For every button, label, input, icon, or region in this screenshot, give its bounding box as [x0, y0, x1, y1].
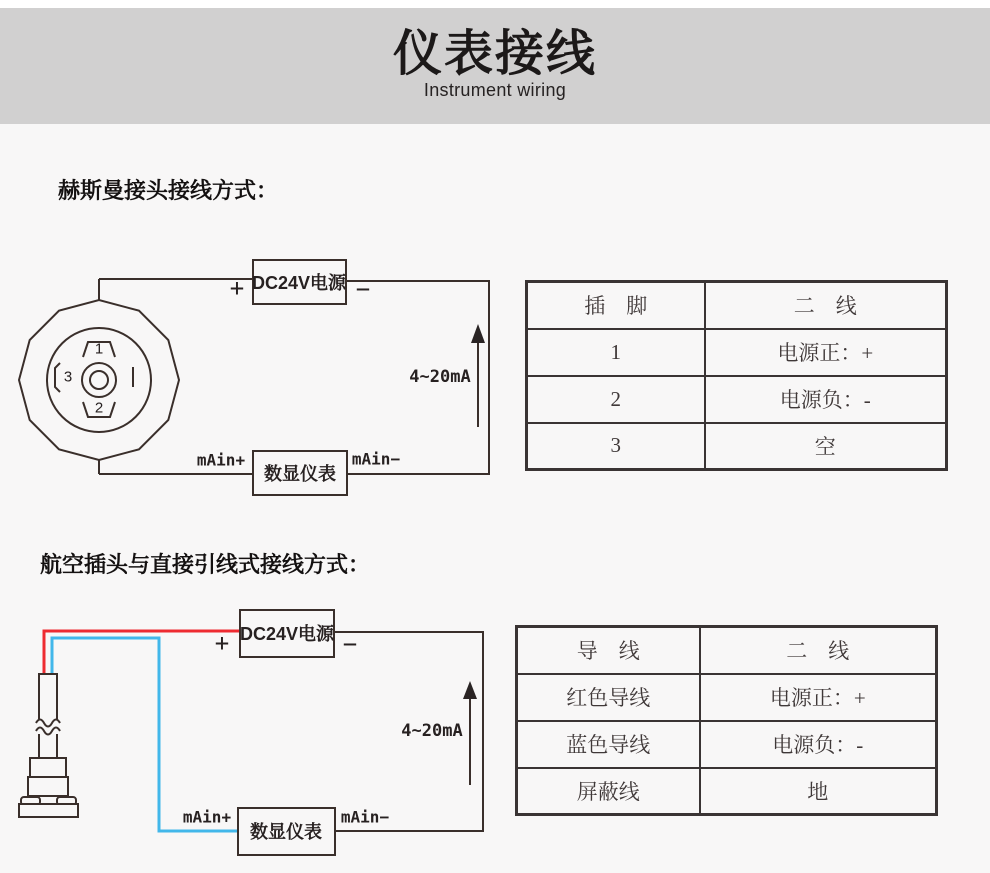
pin2-number: 2 [94, 399, 104, 417]
main-minus-label: mAin− [340, 807, 390, 827]
table-header-row [517, 627, 937, 674]
pin3-number: 3 [63, 368, 73, 386]
cell-pin-1-function: 电源正：+ [705, 329, 947, 376]
aviation-lead-wiring-diagram [0, 600, 510, 873]
lead-wire-table [515, 625, 938, 816]
meter-label: 数显仪表 [264, 464, 336, 484]
connector-center-inner [90, 371, 108, 389]
hirschmann-connector-icon [19, 300, 179, 460]
table-row [527, 423, 947, 470]
cell-red-wire: 红色导线 [517, 674, 700, 721]
minus-sign: − [342, 630, 358, 658]
cell-shield-wire-function: 地 [700, 768, 937, 815]
probe-neck [30, 758, 66, 777]
hirschmann-wiring-diagram [0, 240, 510, 520]
probe-hex-body [28, 777, 68, 796]
table-header-row [527, 282, 947, 329]
pin1-number: 1 [94, 340, 104, 358]
page-subtitle: Instrument wiring [423, 80, 567, 100]
header-band [0, 8, 990, 124]
header-cell-twowire: 二 线 [705, 282, 947, 329]
header-cell-pin: 插 脚 [527, 282, 705, 329]
power-supply-label: DC24V电源 [251, 273, 347, 293]
pin-wiring-table [525, 280, 948, 471]
cell-pin-3-function: 空 [705, 423, 947, 470]
probe-flange-base [19, 804, 78, 817]
section-heading-hirschmann: 赫斯曼接头接线方式： [58, 178, 279, 203]
main-plus-label: mAin+ [182, 807, 232, 827]
cell-blue-wire-function: 电源负：- [700, 721, 937, 768]
table-row [517, 768, 937, 815]
section-heading-aviation: 航空插头与直接引线式接线方式： [40, 552, 371, 577]
plus-sign: + [229, 274, 245, 302]
top-white-strip [0, 0, 990, 8]
header-cell-wire: 导 线 [517, 627, 700, 674]
cell-pin-1: 1 [527, 329, 705, 376]
table-row [517, 674, 937, 721]
probe-cable-tube [39, 674, 57, 758]
main-plus-label: mAin+ [196, 450, 246, 470]
blue-lead-wire [52, 638, 238, 831]
cell-pin-3: 3 [527, 423, 705, 470]
cell-shield-wire: 屏蔽线 [517, 768, 700, 815]
cell-pin-2: 2 [527, 376, 705, 423]
up-arrowhead-icon [471, 324, 485, 343]
cell-red-wire-function: 电源正：+ [700, 674, 937, 721]
sensor-probe-icon [19, 674, 78, 817]
current-direction-arrow-icon [471, 324, 485, 427]
table-row [527, 376, 947, 423]
cell-blue-wire: 蓝色导线 [517, 721, 700, 768]
up-arrowhead-icon [463, 681, 477, 699]
page-title: 仪表接线 [392, 27, 597, 81]
main-minus-label: mAin− [351, 449, 401, 469]
header-cell-twowire: 二 线 [700, 627, 937, 674]
plus-sign: + [214, 629, 230, 657]
table-row [517, 721, 937, 768]
current-direction-arrow-icon [463, 681, 477, 785]
minus-sign: − [355, 275, 371, 303]
power-supply-label: DC24V电源 [239, 624, 335, 644]
table-row [527, 329, 947, 376]
meter-label: 数显仪表 [250, 822, 322, 842]
cell-pin-2-function: 电源负：- [705, 376, 947, 423]
current-range-label: 4~20mA [401, 721, 463, 741]
current-range-label: 4~20mA [409, 367, 471, 387]
